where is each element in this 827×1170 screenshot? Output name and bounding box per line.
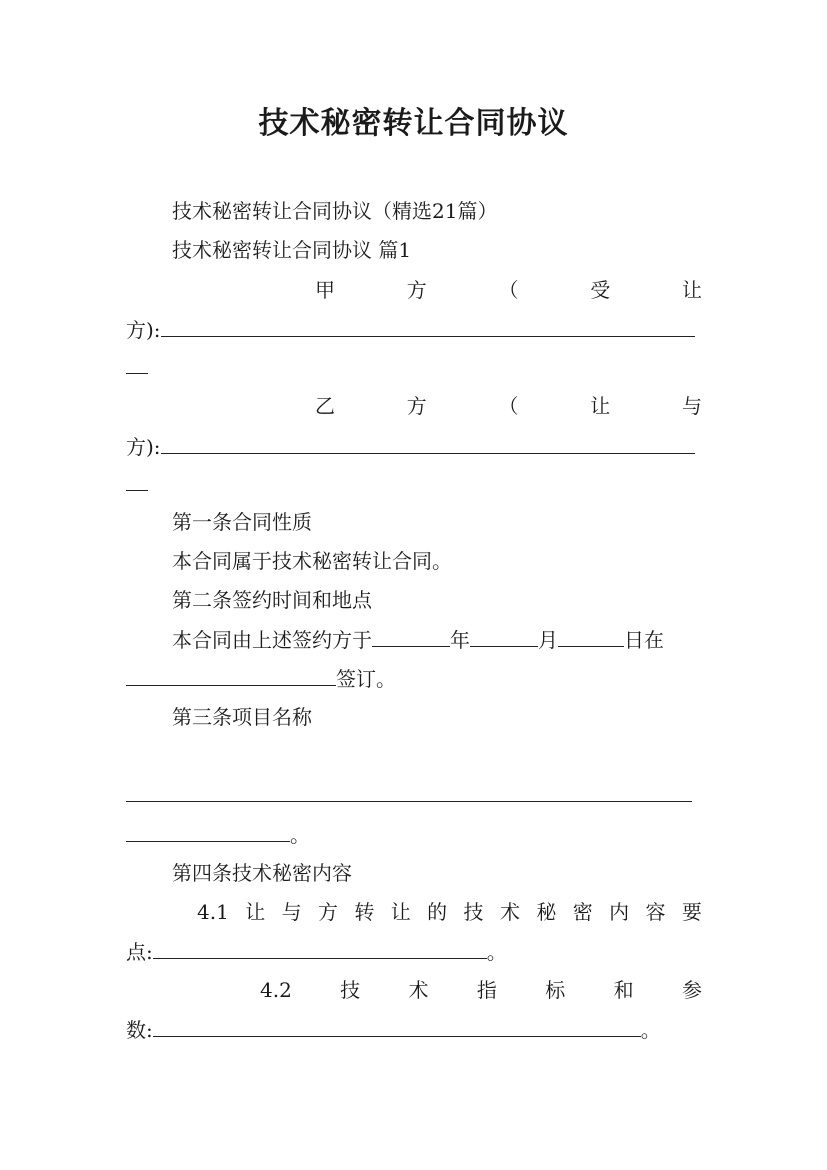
year-blank[interactable] [372, 626, 450, 647]
article3-heading: 第三条项目名称 [172, 705, 312, 729]
article2-heading: 第二条签约时间和地点 [172, 588, 372, 612]
party-b-blank-continued [126, 490, 148, 491]
article1-text: 本合同属于技术秘密转让合同。 [172, 549, 452, 573]
article1-heading: 第一条合同性质 [172, 510, 312, 534]
article4-item2-field: 数: 。 [126, 1018, 661, 1042]
party-a-blank-continued [126, 373, 148, 374]
article4-item1: 4.1 让 与 方 转 让 的 技 术 秘 密 内 容 要 [197, 900, 702, 924]
party-b-blank[interactable] [161, 433, 695, 454]
article4-heading: 第四条技术秘密内容 [172, 861, 352, 885]
section-heading: 技术秘密转让合同协议 篇1 [172, 238, 412, 262]
party-a-label: 甲 方 （ 受 让 [315, 278, 702, 302]
article4-item2: 4.2 技 术 指 标 和 参 [260, 978, 702, 1002]
day-blank[interactable] [558, 626, 624, 647]
project-name-end: 。 [126, 821, 702, 848]
article4-item1-field: 点: 。 [126, 940, 507, 964]
party-b-label: 乙 方 （ 让 与 [315, 394, 702, 418]
month-blank[interactable] [470, 626, 538, 647]
document-title: 技术秘密转让合同协议 [258, 106, 569, 141]
subtitle: 技术秘密转让合同协议（精选21篇） [172, 199, 498, 223]
project-name-blank[interactable] [126, 801, 692, 802]
article2-text: 本合同由上述签约方于 年 月 日在 [172, 628, 664, 652]
place-blank[interactable] [126, 665, 336, 686]
item2-blank[interactable] [153, 1016, 641, 1037]
party-a-blank[interactable] [161, 316, 695, 337]
article2-place: 签订。 [126, 665, 702, 692]
party-a-field: 方): [126, 316, 702, 343]
party-b-field: 方): [126, 433, 702, 460]
item1-blank[interactable] [153, 938, 487, 959]
project-name-blank-continued[interactable] [126, 821, 290, 842]
